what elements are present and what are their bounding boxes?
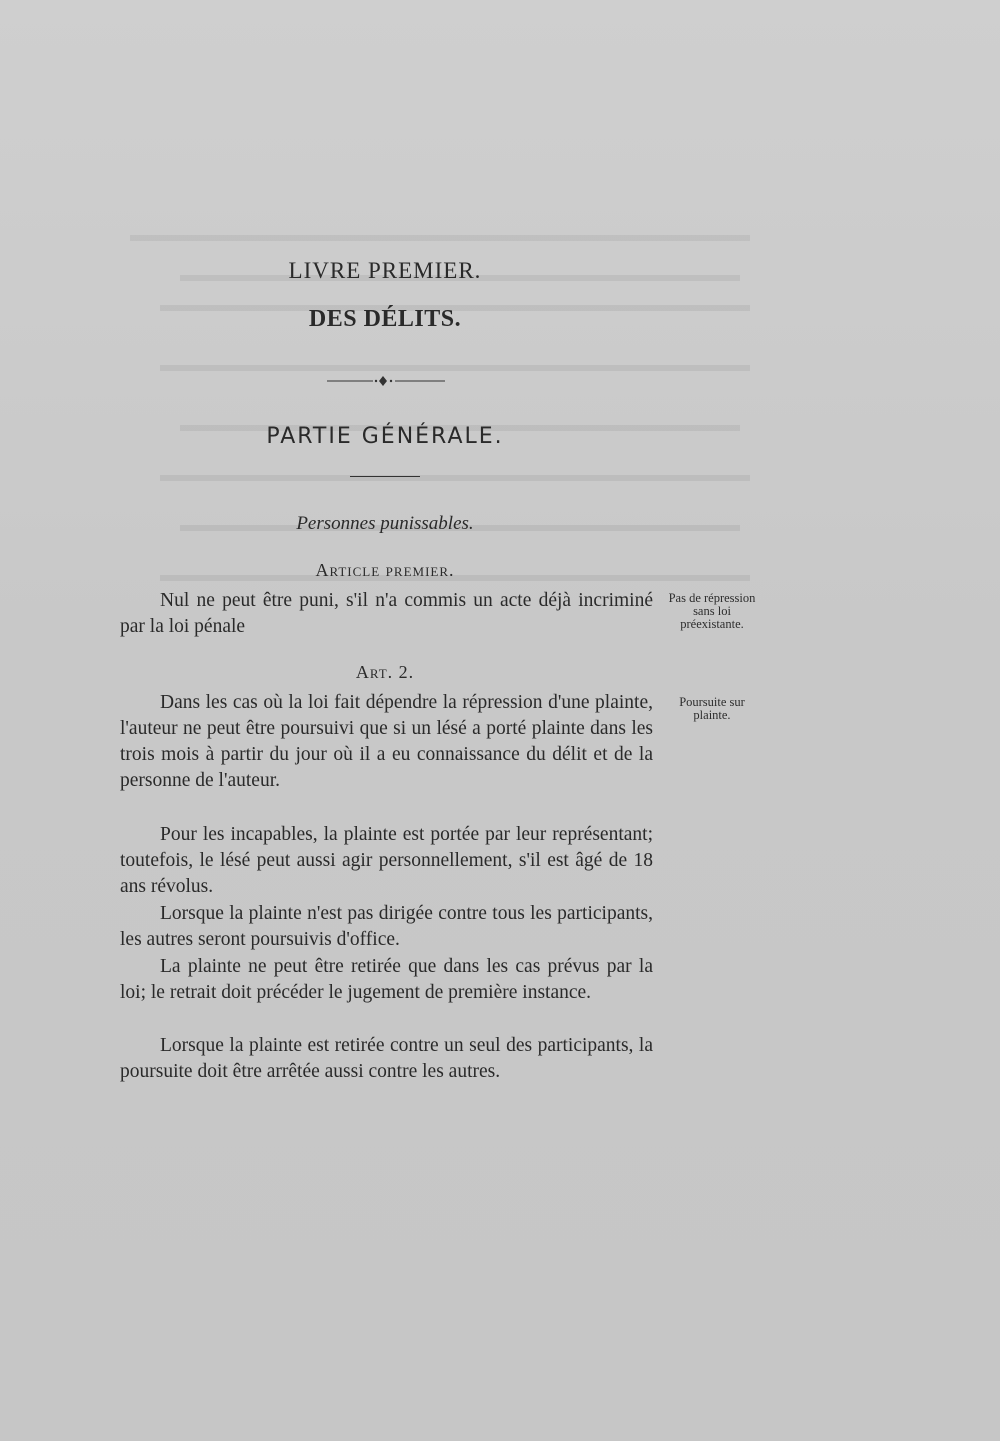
article-heading [0,560,770,581]
article-paragraph: Nul ne peut être puni, s'il n'a commis un acte déjà incriminé par la loi pénale [120,590,653,637]
book-subtitle: DES DÉLITS. [308,306,462,332]
article-paragraph: Lorsque la plainte est retirée contre un seul des participants, la poursuite doit être arrêtée aussi contre les autres. [120,1035,653,1082]
article-paragraph: La plainte ne peut être retirée que dans les cas prévus par la loi; le retrait doit précéder le jugement de première instance. [120,956,653,1003]
article-paragraph: Lorsque la plainte n'est pas dirigée contre tous les participants, les autres seront poursuivis d'office. [120,903,653,950]
margin-note: Poursuite sur plainte. [679,695,745,722]
article-paragraph: Dans les cas où la loi fait dépendre la répression d'une plainte, l'auteur ne peut être poursuivi que si un lésé a porté plainte dans les trois mois à partir du jour où il a eu connaissance du délit et de la personne de l'auteur. [120,692,653,791]
article-heading [0,662,770,683]
section-title: Personnes punissables. [296,513,474,534]
divider-rule [350,476,420,477]
ornament-divider [327,376,445,386]
part-title: PARTIE GÉNÉRALE. [266,424,504,449]
article-heading-label: Article premier. [315,560,455,580]
article-heading-label: Art. 2. [355,662,415,682]
margin-note: Pas de répression sans loi préexistante. [668,591,756,631]
book-title: LIVRE PREMIER. [288,258,482,283]
article-paragraph: Pour les incapables, la plainte est portée par leur représentant; toutefois, le lésé peut aussi agir personnellement, s'il est âgé de 18 ans révolus. [120,824,653,897]
